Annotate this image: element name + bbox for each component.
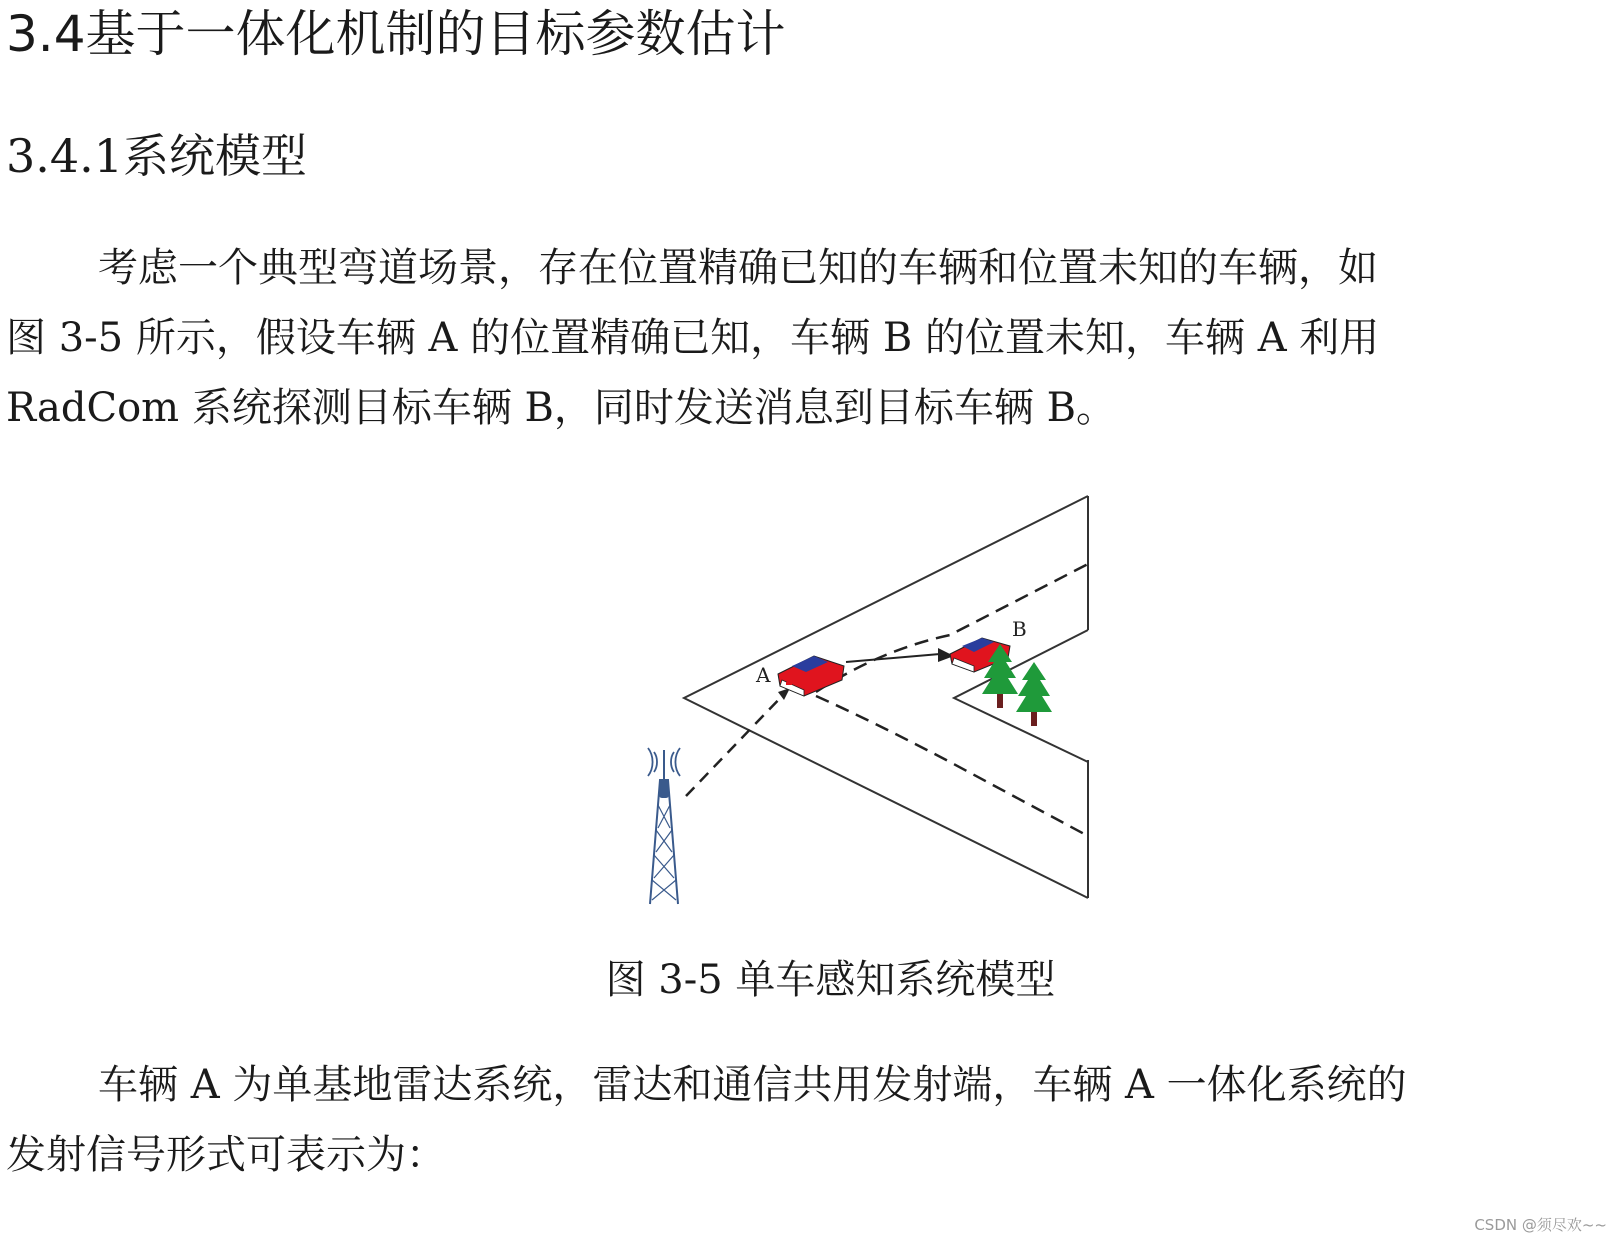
curve-road-diagram <box>620 480 1140 930</box>
car-b-label: B <box>1012 617 1027 641</box>
lane-divider-top <box>816 564 1088 692</box>
signal-path-arrow <box>686 692 786 796</box>
paragraph-line: 车辆 A 为单基地雷达系统，雷达和通信共用发射端，车辆 A 一体化系统的 <box>98 1062 1407 1108</box>
tree-icon <box>1016 662 1052 726</box>
paragraph-line: 发射信号形式可表示为： <box>6 1132 446 1178</box>
base-station-tower-icon <box>648 748 680 904</box>
figure-caption: 图 3-5 单车感知系统模型 <box>605 957 1056 1003</box>
radcom-link-arrow <box>846 654 940 662</box>
body-paragraph <box>6 1050 1612 1190</box>
subsection-title: 3.4.1系统模型 <box>6 129 308 183</box>
paragraph-line: 图 3-5 所示，假设车辆 A 的位置精确已知，车辆 B 的位置未知，车辆 A 利用 <box>6 315 1380 361</box>
watermark: CSDN @须尽欢~~ <box>1474 1216 1607 1234</box>
paragraph-line: RadCom 系统探测目标车辆 B，同时发送消息到目标车辆 B。 <box>6 385 1117 431</box>
system-model-figure <box>620 480 1140 930</box>
intro-paragraph <box>6 233 1612 443</box>
car-a-label: A <box>756 663 771 687</box>
paragraph-line: 考虑一个典型弯道场景，存在位置精确已知的车辆和位置未知的车辆，如 <box>98 245 1378 291</box>
lane-divider-bottom <box>816 696 1088 836</box>
section-title: 3.4基于一体化机制的目标参数估计 <box>6 5 786 63</box>
